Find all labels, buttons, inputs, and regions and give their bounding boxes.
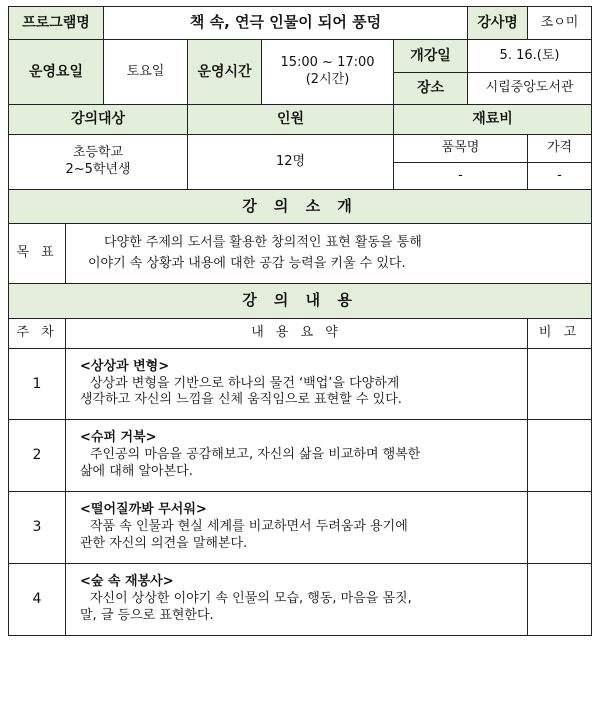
instructor-label: 강사명: [468, 7, 528, 40]
week-desc-line-2: 관한 자신의 의견을 말해본다.: [80, 535, 248, 551]
target-school: 초등학교: [72, 145, 124, 161]
week-desc-line-2: 삶에 대해 알아본다.: [80, 463, 193, 479]
week-number: 1: [9, 349, 66, 420]
place-value: 시립중앙도서관: [468, 73, 592, 105]
summary-column-header: 내 용 요 약: [66, 319, 528, 349]
place-label: 장소: [394, 73, 468, 105]
week-note: [528, 492, 592, 564]
goal-label: 목 표: [9, 224, 66, 284]
content-section-title: 강 의 내 용: [9, 284, 592, 319]
material-fee-label: 재료비: [394, 105, 592, 135]
week-title: <숲 속 재봉사>: [80, 574, 174, 590]
week-summary: [66, 564, 528, 636]
open-date-label: 개강일: [394, 40, 468, 73]
week-desc-line-2: 말, 글 등으로 표현한다.: [80, 607, 214, 623]
week-summary: [66, 349, 528, 420]
open-date-value: 5. 16.(토): [468, 40, 592, 73]
program-table: [8, 6, 592, 636]
program-title: 책 속, 연극 인물이 되어 풍덩: [104, 7, 468, 40]
week-number: 3: [9, 492, 66, 564]
program-name-label: 프로그램명: [9, 7, 104, 40]
count-value: 12명: [188, 135, 394, 190]
time-range: 15:00 ~ 17:00: [280, 55, 375, 71]
week-title: <떨어질까봐 무서워>: [80, 502, 207, 518]
week-summary: [66, 492, 528, 564]
time-value: [262, 40, 394, 105]
note-column-header: 비 고: [528, 319, 592, 349]
goal-line-1: 다양한 주제의 도서를 활용한 창의적인 표현 활동을 통해: [104, 235, 422, 251]
goal-line-2: 이야기 속 상황과 내용에 대한 공감 능력을 키울 수 있다.: [88, 255, 406, 271]
week-number: 2: [9, 420, 66, 492]
table-row: [9, 420, 592, 492]
day-value: 토요일: [104, 40, 188, 105]
table-row: [9, 492, 592, 564]
day-label: 운영요일: [9, 40, 104, 105]
week-title: <상상과 변형>: [80, 358, 170, 374]
week-desc-line-1: 상상과 변형을 기반으로 하나의 물건 ‘백업’을 다양하게: [90, 375, 400, 391]
goal-text: [66, 224, 592, 284]
week-desc-line-1: 자신이 상상한 이야기 속 인물의 모습, 행동, 마음을 몸짓,: [90, 591, 412, 607]
target-label: 강의대상: [9, 105, 188, 135]
target-value: [9, 135, 188, 190]
instructor-value: 조ㅇ미: [528, 7, 592, 40]
count-label: 인원: [188, 105, 394, 135]
week-desc-line-2: 생각하고 자신의 느낌을 신체 움직임으로 표현할 수 있다.: [80, 392, 402, 408]
week-title: <슈퍼 거북>: [80, 430, 157, 446]
item-name-label: 품목명: [394, 135, 528, 163]
time-label: 운영시간: [188, 40, 262, 105]
week-note: [528, 564, 592, 636]
time-duration: (2시간): [305, 72, 350, 87]
week-desc-line-1: 주인공의 마음을 공감해보고, 자신의 삶을 비교하며 행복한: [90, 447, 421, 463]
price-label: 가격: [528, 135, 592, 163]
week-number: 4: [9, 564, 66, 636]
week-note: [528, 420, 592, 492]
price-value: -: [528, 163, 592, 190]
table-row: [9, 349, 592, 420]
week-column-header: 주 차: [9, 319, 66, 349]
intro-section-title: 강 의 소 개: [9, 190, 592, 224]
week-note: [528, 349, 592, 420]
item-name-value: -: [394, 163, 528, 190]
week-summary: [66, 420, 528, 492]
target-grade: 2~5학년생: [65, 162, 131, 177]
week-desc-line-1: 작품 속 인물과 현실 세계를 비교하면서 두려움과 용기에: [90, 519, 408, 535]
table-row: [9, 564, 592, 636]
